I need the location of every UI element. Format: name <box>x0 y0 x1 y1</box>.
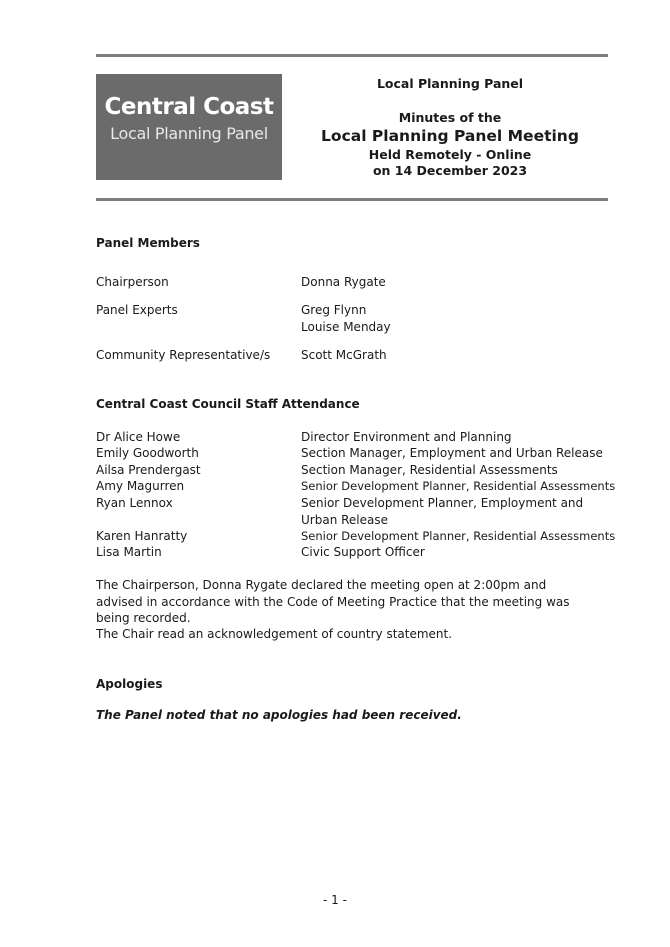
member-role: Community Representative/s <box>96 348 271 362</box>
staff-title: Director Environment and Planning <box>301 430 512 444</box>
staff-name: Dr Alice Howe <box>96 430 181 444</box>
logo-line-2: Local Planning Panel <box>110 124 268 143</box>
staff-name: Amy Magurren <box>96 479 185 493</box>
apologies-heading: Apologies <box>96 677 163 691</box>
header-date: on 14 December 2023 <box>372 163 528 178</box>
panel-members-heading: Panel Members <box>96 236 200 250</box>
member-name: Scott McGrath <box>301 348 387 362</box>
staff-name: Karen Hanratty <box>96 529 188 543</box>
central-coast-logo <box>96 74 282 180</box>
bottom-rule <box>96 198 608 201</box>
staff-title: Senior Development Planner, Residential Assessments <box>301 529 616 543</box>
member-role: Panel Experts <box>96 303 178 317</box>
staff-title: Senior Development Planner, Employment and Urban Release <box>301 496 584 527</box>
staff-name: Ailsa Prendergast <box>96 463 201 477</box>
header-meeting-title: Local Planning Panel Meeting <box>321 127 579 145</box>
staff-title: Section Manager, Employment and Urban Release <box>301 446 603 460</box>
logo-line-1: Central Coast <box>104 94 274 120</box>
header-minutes-of: Minutes of the <box>398 110 502 125</box>
staff-heading: Central Coast Council Staff Attendance <box>96 397 360 411</box>
staff-title: Civic Support Officer <box>301 545 425 559</box>
staff-name: Emily Goodworth <box>96 446 199 460</box>
member-name: Donna Rygate <box>301 275 386 289</box>
apologies-text: The Panel noted that no apologies had been received. <box>96 708 462 722</box>
top-rule <box>96 54 608 57</box>
staff-name: Lisa Martin <box>96 545 162 559</box>
acknowledgement-paragraph: The Chair read an acknowledgement of country statement. <box>96 627 453 641</box>
header-held: Held Remotely - Online <box>368 147 532 162</box>
staff-name: Ryan Lennox <box>96 496 173 510</box>
member-name: Greg Flynn <box>301 303 367 317</box>
staff-title: Senior Development Planner, Residential Assessments <box>301 479 616 493</box>
header-panel: Local Planning Panel <box>376 76 524 91</box>
page-number: - 1 - <box>323 893 347 907</box>
opening-paragraph: The Chairperson, Donna Rygate declared the meeting open at 2:00pm and advised in accordance with the Code of Meeting Practice that the meeting was being recorded. <box>96 578 570 625</box>
member-role: Chairperson <box>96 275 169 289</box>
member-name: Louise Menday <box>301 320 391 334</box>
staff-title: Section Manager, Residential Assessments <box>301 463 558 477</box>
